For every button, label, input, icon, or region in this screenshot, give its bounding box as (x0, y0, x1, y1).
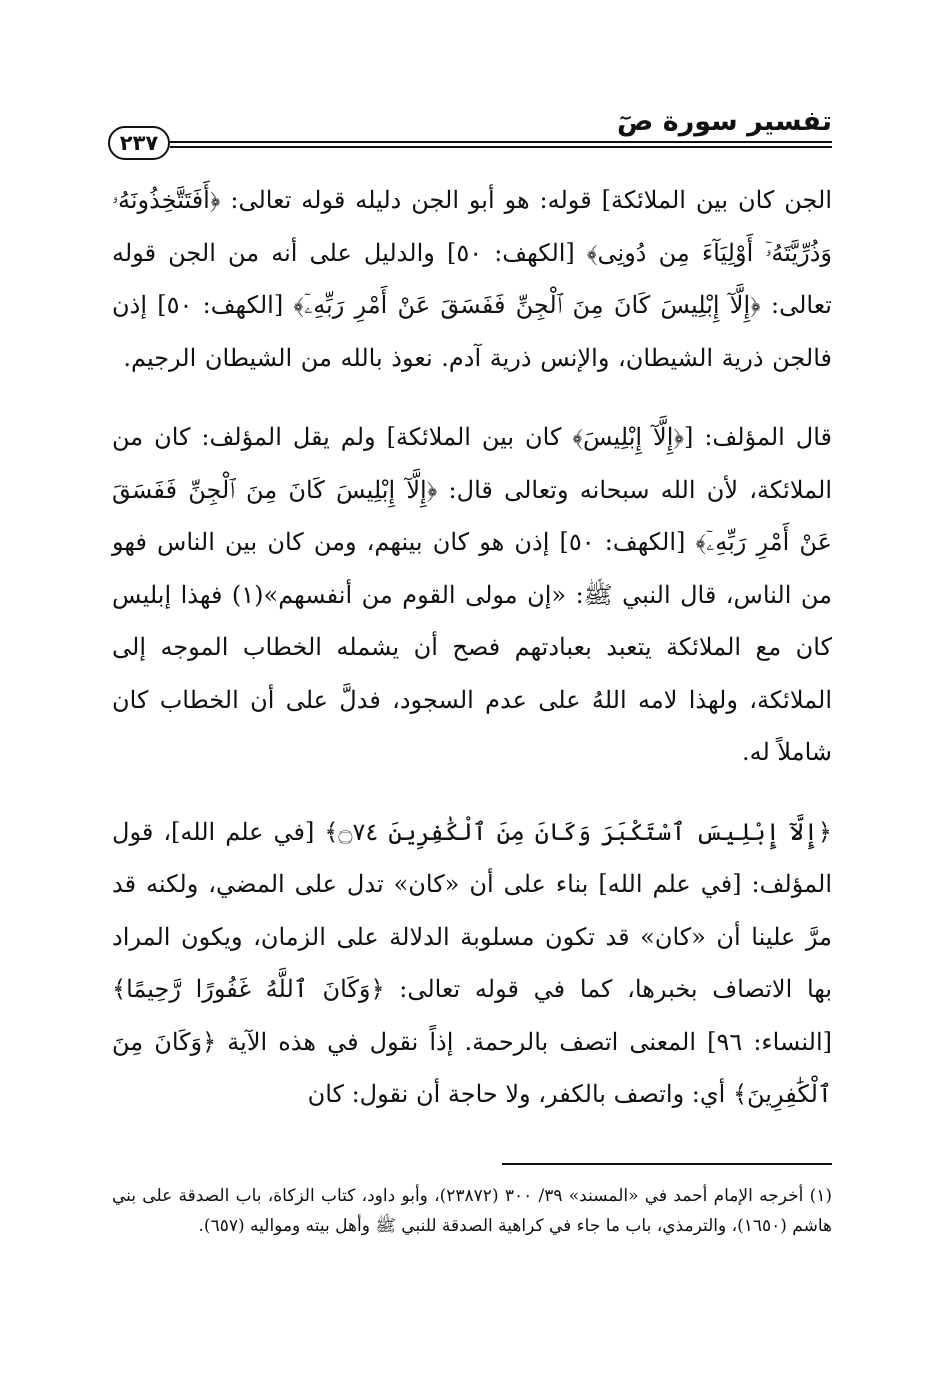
paragraph-1: الجن كان بين الملائكة] قوله: هو أبو الجن دليله قوله تعالى: ﴿أَفَتَتَّخِذُونَهُۥ وَذُرِّيَّتَهُۥٓ أَوْلِيَآءَ مِن دُونِى﴾ [الكهف: ٥٠] والدليل على أنه من الجن قوله تعالى: ﴿إِلَّآ إِبْلِيسَ كَانَ مِنَ ٱلْجِنِّ فَفَسَقَ عَنْ أَمْرِ رَبِّهِۦٓ﴾ [الكهف: ٥٠] إذن فالجن ذرية الشيطان، والإنس ذرية آدم. نعوذ بالله من الشيطان الرجيم. (112, 186, 832, 372)
page-number-badge: ٢٣٧ (108, 126, 170, 160)
header-rule (170, 141, 832, 143)
paragraph-2: قال المؤلف: [﴿إِلَّآ إِبْلِيسَ﴾ كان بين الملائكة] ولم يقل المؤلف: كان من الملائكة، لأن الله سبحانه وتعالى قال: ﴿إِلَّآ إِبْلِيسَ كَانَ مِنَ ٱلْجِنِّ فَفَسَقَ عَنْ أَمْرِ رَبِّهِۦٓ﴾ [الكهف: ٥٠] إذن هو كان بينهم، ومن كان بين الناس فهو من الناس، قال النبي ﷺ: «إن مولى القوم من أنفسهم»(١) فهذا إبليس كان مع الملائكة يتعبد بعبادتهم فصح أن يشمله الخطاب الموجه إلى الملائكة، ولهذا لامه اللهُ على عدم السجود، فدلَّ على أن الخطاب كان شاملاً له. (112, 423, 832, 766)
running-header-title: تفسير سورة صٓ (617, 106, 832, 137)
footnote: (١) أخرجه الإمام أحمد في «المسند» ٣٩/ ٣٠٠ (٢٣٨٧٢)، وأبو داود، كتاب الزكاة، باب الصدقة على بني هاشم (١٦٥٠)، والترمذي، باب ما جاء في كراهية الصدقة للنبي ﷺ وأهل بيته ومواليه (٦٥٧). (112, 1186, 832, 1236)
footnote-separator (502, 1163, 832, 1165)
paragraph-3: ﴿إِلَّآ إِبْلِيسَ ٱسْتَكْبَرَ وَكَانَ مِنَ ٱلْكَٰفِرِينَ ۝٧٤﴾ [في علم الله]، قول المؤلف: [في علم الله] بناء على أن «كان» تدل على المضي، ولكنه قد مرَّ علينا أن «كان» قد تكون مسلوبة الدلالة على الزمان، ويكون المراد بها الاتصاف بخبرها، كما في قوله تعالى: ﴿وَكَانَ ٱللَّهُ غَفُورًا رَّحِيمًا﴾ [النساء: ٩٦] المعنى اتصف بالرحمة. إذاً نقول في هذه الآية ﴿وَكَانَ مِنَ ٱلْكَٰفِرِينَ﴾ أي: واتصف بالكفر، ولا حاجة أن نقول: كان (112, 817, 832, 1108)
body-text (112, 174, 832, 1121)
